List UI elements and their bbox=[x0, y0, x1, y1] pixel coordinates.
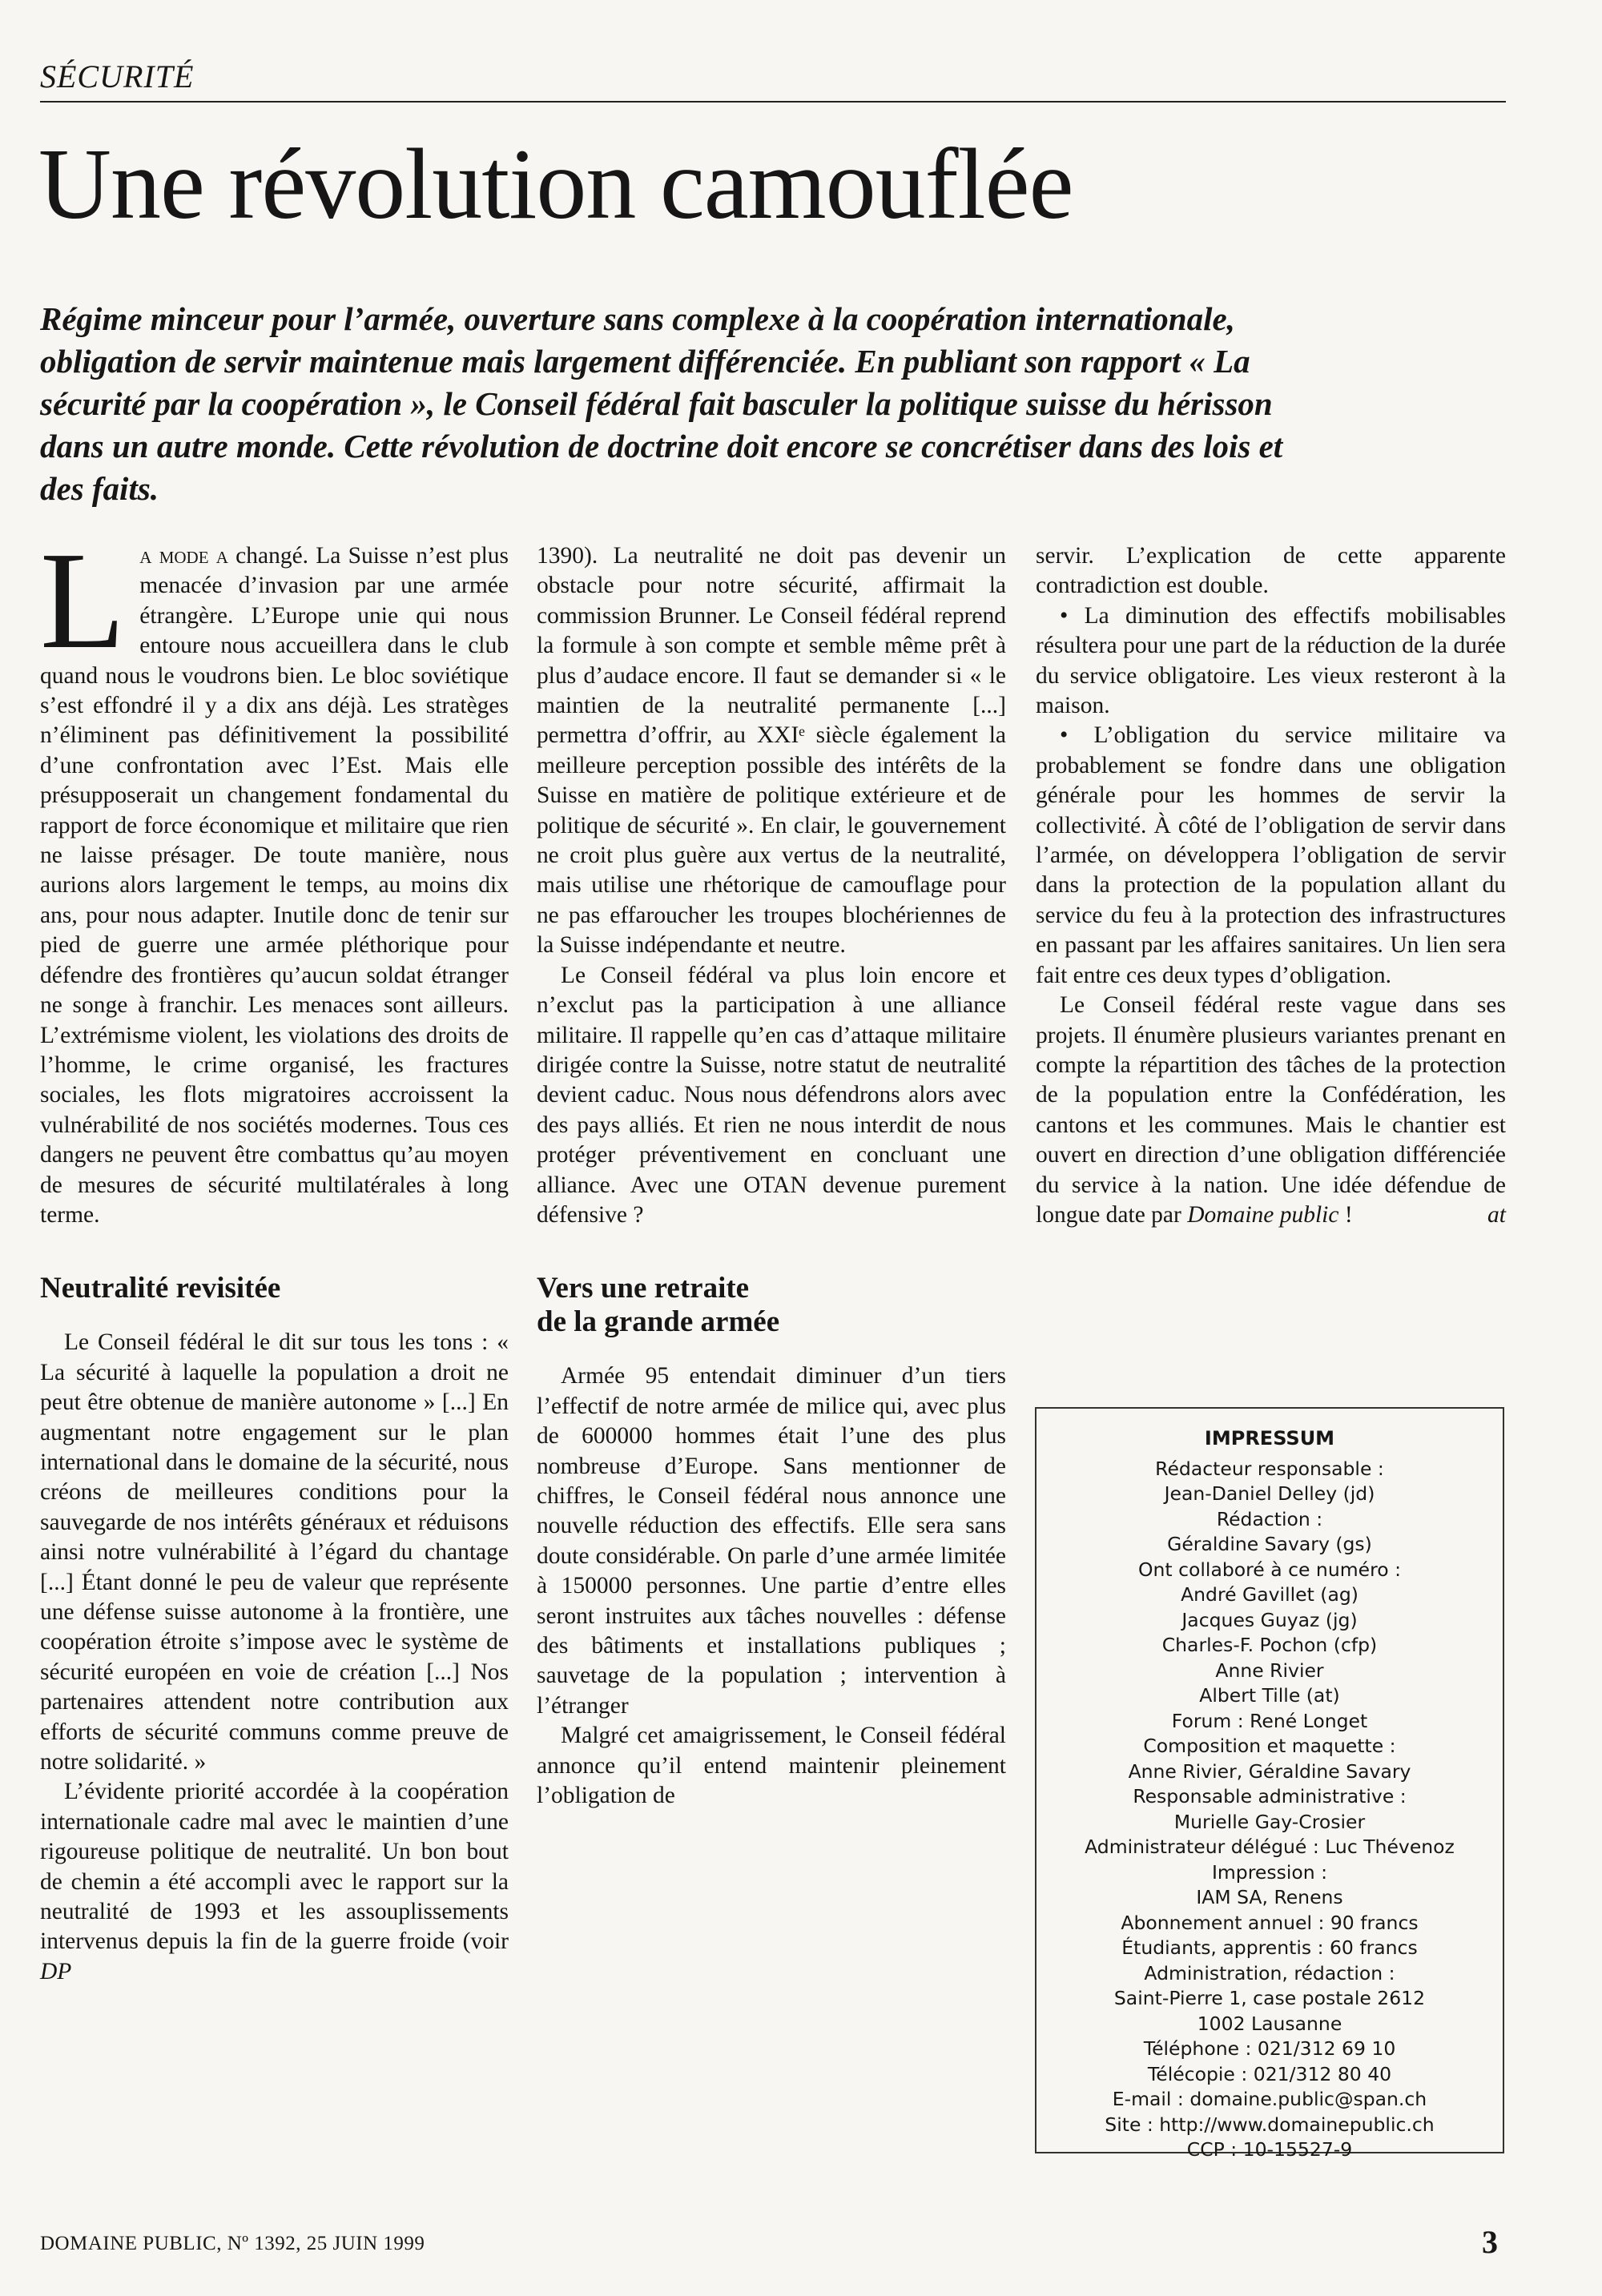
paragraph-alliance: Le Conseil fédéral va plus loin encore et n’exclut pas la participation à une alliance militaire. Il rappelle qu’en cas d’attaque militaire dirigée contre la Suisse, notre statut de neutralité devient caduc. Nous nous défendrons alors avec des pays alliés. Et rien ne nous interdit de nous protéger préventivement en concluant une alliance. Avec une OTAN devenue purement défensive ? bbox=[537, 962, 1006, 1228]
subheading-retraite-line1: Vers une retraite bbox=[537, 1272, 750, 1305]
paragraph-malgre-start: Malgré cet amaigrissement, le Conseil fédéral annonce qu’il entend maintenir pleinement l’obligation de bbox=[537, 1723, 1006, 1809]
opening-paragraph bbox=[40, 523, 509, 1230]
paragraph-armee95: Armée 95 entendait diminuer d’un tiers l’effectif de notre armée de milice qui, avec plus de 600000 hommes était l’une des plus nombreuse d’Europe. Sans mentionner de chiffres, le Conseil fédéral nous annonce une nouvelle réduction des effectifs. Elle sera sans doute considérable. On parle d’une armée limitée à 150000 personnes. Une partie d’entre elles seront instruites aux tâches nouvelles : défense des bâtiments et installations publiques ; sauvetage de la population ; intervention à l’étranger bbox=[537, 1363, 1006, 1719]
impressum-line: Anne Rivier, Géraldine Savary bbox=[1128, 1759, 1411, 1783]
paragraph-conclusion bbox=[1036, 991, 1506, 1230]
impressum-line: CCP : 10-15527-9 bbox=[1186, 2138, 1353, 2161]
opening-smallcaps: a mode a bbox=[139, 543, 228, 569]
domaine-public-ref: Domaine public bbox=[1187, 1201, 1339, 1228]
impressum-line: Étudiants, apprentis : 60 francs bbox=[1121, 1936, 1418, 1959]
impressum-line: Jean-Daniel Delley (jd) bbox=[1164, 1482, 1375, 1505]
impressum-line: Albert Tille (at) bbox=[1199, 1684, 1340, 1707]
impressum-line: Responsable administrative : bbox=[1133, 1785, 1407, 1807]
impressum-lines bbox=[1036, 1457, 1503, 2163]
bullet-obligation: • L’obligation du service militaire va probablement se fondre dans une obligation générale pour les hommes de servir la collectivité. À côté de l’obligation de servir dans l’armée, on développera l’obligation de servir dans la protection de la population allant du service du feu à la protection des infrastructures en passant par les affaires sanitaires. Un lien sera fait entre ces deux types d’obligation. bbox=[1036, 722, 1506, 988]
impressum-line: Géraldine Savary (gs) bbox=[1167, 1533, 1372, 1555]
impressum-line: Forum : René Longet bbox=[1171, 1709, 1368, 1732]
impressum-line: Charles-F. Pochon (cfp) bbox=[1161, 1634, 1378, 1656]
paragraph-priorite-continued: 1390). La neutralité ne doit pas devenir un obstacle pour notre sécurité, affirmait la commission Brunner. Le Conseil fédéral reprend la formule à son compte et semble même prêt à plus d’audace encore. Il faut se demander si « le maintien de la neutralité permanente [...] permettra d’offrir, au XXIᵉ siècle également la meilleure perception possible des intérêts de la Suisse en matière de politique extérieure et de politique de sécurité ». En clair, le gouvernement ne croit plus guère aux vertus de la neutralité, mais utilise une rhétorique de camouflage pour ne pas effaroucher les troupes blochériennes de la Suisse indépendante et neutre. bbox=[537, 543, 1006, 959]
paragraph-priorite-a: L’évidente priorité accordée à la coopération internationale cadre mal avec le maintien d’une rigoureuse politique de neutralité. Un bon bout de chemin a été accompli avec le rapport sur la neutralité de 1993 et les assouplissements intervenus depuis la fin de la guerre froide (voir bbox=[40, 1779, 509, 1955]
author-signature: at bbox=[1487, 1201, 1506, 1228]
conclusion-b: ! bbox=[1338, 1201, 1353, 1228]
impressum-line: Administrateur délégué : Luc Thévenoz bbox=[1085, 1836, 1455, 1858]
impressum-line: Saint-Pierre 1, case postale 2612 bbox=[1113, 1987, 1426, 2009]
impressum-line: Rédaction : bbox=[1216, 1507, 1323, 1530]
impressum-box bbox=[1035, 1407, 1504, 2161]
impressum-line: Murielle Gay-Crosier bbox=[1173, 1810, 1366, 1833]
impressum-line: IAM SA, Renens bbox=[1196, 1886, 1343, 1908]
impressum-line: Abonnement annuel : 90 francs bbox=[1121, 1911, 1419, 1934]
subheading-neutralite: Neutralité revisitée bbox=[40, 1272, 281, 1305]
conclusion-a: Le Conseil fédéral reste vague dans ses projets. Il énumère plusieurs variantes prenant en compte la répartition des tâches de la protection de la population entre la Confédération, les cantons et les communes. Mais le chantier est ouvert en direction d’une obligation différenciée du service à la nation. Une idée défendue de longue date par bbox=[1036, 992, 1506, 1228]
paragraph-priorite bbox=[40, 1777, 509, 1987]
page-number: 3 bbox=[1482, 2224, 1498, 2260]
impressum-line: Site : http://www.domainepublic.ch bbox=[1105, 2113, 1435, 2136]
impressum-line: E-mail : domaine.public@span.ch bbox=[1112, 2088, 1427, 2110]
publication-footer: DOMAINE PUBLIC, Nº 1392, 25 JUIN 1999 bbox=[40, 2233, 425, 2254]
impressum-line: Télécopie : 021/312 80 40 bbox=[1147, 2062, 1392, 2085]
column-2 bbox=[537, 541, 1006, 1811]
impressum-line: Administration, rédaction : bbox=[1144, 1961, 1395, 1984]
impressum-line: Ont collaboré à ce numéro : bbox=[1138, 1558, 1401, 1581]
section-rubric: SÉCURITÉ bbox=[40, 58, 195, 94]
subheading-retraite bbox=[537, 1272, 1006, 1339]
impressum-line: Anne Rivier bbox=[1215, 1659, 1324, 1682]
subheading-retraite-line2: de la grande armée bbox=[537, 1305, 780, 1339]
paragraph-citation: Le Conseil fédéral le dit sur tous les tons : « La sécurité à laquelle la population a droit ne peut être obtenue de manière autonome » [...] En augmentant notre engagement sur le plan international dans le domaine de la sécurité, nous créons de meilleures conditions pour la sauvegarde de nos intérêts généraux et réduisons ainsi notre vulnérabilité à l’égard du chantage [...] Étant donné le peu de valeur que représente une défense suisse autonome à la frontière, une coopération étroite s’impose avec le système de sécurité européen en voie de création [...] Nos partenaires attendent notre contribution aux efforts de sécurité communs comme preuve de notre solidarité. » bbox=[40, 1329, 509, 1775]
impressum-line: Téléphone : 021/312 69 10 bbox=[1143, 2037, 1396, 2060]
header-rule bbox=[40, 101, 1506, 103]
impressum-line: Composition et maquette : bbox=[1143, 1735, 1396, 1757]
opening-text: changé. La Suisse n’est plus menacée d’invasion par une armée étrangère. L’Europe unie qui nous entoure nous accueillera dans le club quand nous le voudrons bien. Le bloc soviétique s’est effondré il y a dix ans déjà. Les stratèges n’éliminent pas définitivement la possibilité d’une confrontation avec l’Est. Mais elle présupposerait un changement fondamental du rapport de force économique et militaire que rien ne laisse présager. De toute manière, nous aurions alors largement le temps, au moins dix ans, pour nous adapter. Inutile donc de tenir sur pied de guerre une armée pléthorique pour défendre des frontières qu’aucun soldat étranger ne songe à franchir. Les menaces sont ailleurs. L’extrémisme violent, les violations des droits de l’homme, le crime organisé, les fractures sociales, les flots migratoires accroissent la vulnérabilité de nos sociétés modernes. Tous ces dangers ne peuvent être combattus qu’au moyen de mesures de sécurité multilatérales à long terme. bbox=[40, 543, 509, 1228]
drop-cap: L bbox=[40, 523, 126, 678]
bullet-effectifs: • La diminution des effectifs mobilisables résultera pour une part de la réduction de la durée du service obligatoire. Les vieux resteront à la maison. bbox=[1036, 602, 1506, 719]
article-title: Une révolution camouflée bbox=[38, 129, 1073, 240]
column-3 bbox=[1036, 541, 1506, 1230]
impressum-line: 1002 Lausanne bbox=[1197, 2012, 1342, 2035]
impressum-title: IMPRESSUM bbox=[1204, 1427, 1335, 1450]
impressum-line: André Gavillet (ag) bbox=[1181, 1583, 1358, 1606]
article-lead: Régime minceur pour l’armée, ouverture sans complexe à la coopération internationale, obligation de servir maintenue mais largement différenciée. En publiant son rapport « La sécurité par la coopération », le Conseil fédéral fait basculer la politique suisse du hérisson dans un autre monde. Cette révolution de doctrine doit encore se concrétiser dans des lois et des faits. bbox=[40, 300, 1283, 507]
column-1 bbox=[40, 523, 509, 1987]
impressum-line: Impression : bbox=[1211, 1860, 1328, 1884]
impressum-line: Rédacteur responsable : bbox=[1155, 1457, 1384, 1480]
paragraph-malgre-end: servir. L’explication de cette apparente contradiction est double. bbox=[1036, 543, 1506, 599]
dp-reference: DP bbox=[40, 1958, 72, 1984]
impressum-line: Jacques Guyaz (jg) bbox=[1181, 1608, 1358, 1631]
